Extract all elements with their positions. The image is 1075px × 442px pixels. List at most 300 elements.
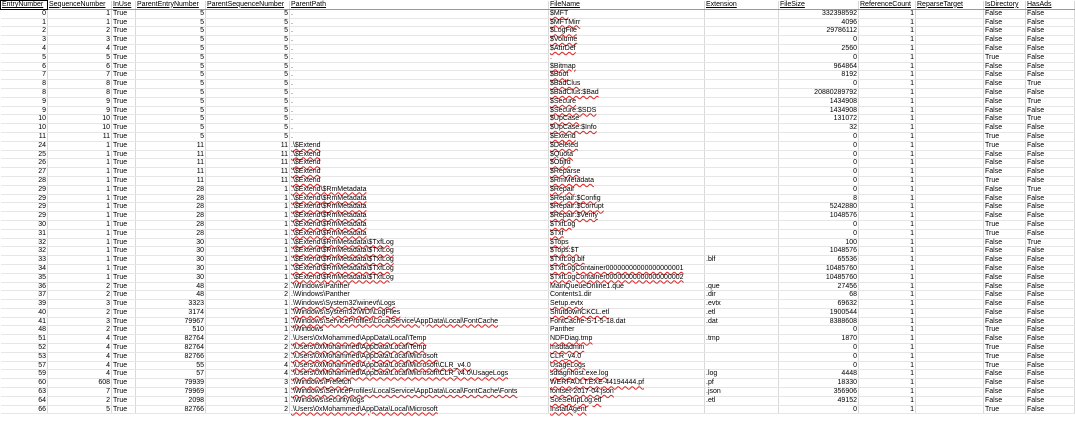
table-cell[interactable]: False <box>984 273 1026 282</box>
table-cell[interactable] <box>705 212 779 221</box>
table-cell[interactable]: 2 <box>48 27 112 36</box>
table-cell[interactable]: True <box>112 88 136 97</box>
table-cell[interactable] <box>916 388 984 397</box>
table-cell[interactable]: False <box>984 71 1026 80</box>
table-cell[interactable]: True <box>112 176 136 185</box>
table-cell[interactable]: .json <box>705 388 779 397</box>
table-cell[interactable]: 1 <box>48 229 112 238</box>
table-cell[interactable]: 0 <box>779 132 859 141</box>
table-cell[interactable] <box>916 27 984 36</box>
table-cell[interactable]: False <box>1026 317 1075 326</box>
table-cell[interactable]: .\Users\0xMohammed\AppData\Local\Microsoft\CLR_v4.0 <box>290 361 549 370</box>
table-cell[interactable]: $Repair <box>549 185 705 194</box>
table-cell[interactable]: $BadClus:$Bad <box>549 88 705 97</box>
table-cell[interactable]: 1 <box>206 317 290 326</box>
table-cell[interactable]: False <box>984 88 1026 97</box>
table-cell[interactable]: 1 <box>859 396 916 405</box>
table-cell[interactable]: .tmp <box>705 335 779 344</box>
table-cell[interactable]: CLR_v4.0 <box>549 352 705 361</box>
table-cell[interactable]: 1 <box>48 264 112 273</box>
table-cell[interactable]: 4 <box>48 44 112 53</box>
table-cell[interactable]: 7 <box>1 71 48 80</box>
table-cell[interactable]: .\$Extend <box>290 159 549 168</box>
table-cell[interactable]: 100 <box>779 238 859 247</box>
table-cell[interactable]: 1 <box>48 9 112 18</box>
table-cell[interactable]: .\Windows\ServiceProfiles\LocalService\AppData\Local\FontCache <box>290 317 549 326</box>
table-cell[interactable]: 1 <box>859 282 916 291</box>
table-cell[interactable] <box>916 168 984 177</box>
table-cell[interactable]: 1048576 <box>779 247 859 256</box>
table-cell[interactable]: .etl <box>705 308 779 317</box>
table-cell[interactable]: False <box>984 203 1026 212</box>
table-cell[interactable]: 5 <box>206 80 290 89</box>
table-cell[interactable]: 57 <box>136 370 206 379</box>
table-cell[interactable]: .que <box>705 282 779 291</box>
table-cell[interactable]: 6 <box>1 62 48 71</box>
table-cell[interactable]: 1 <box>859 335 916 344</box>
table-cell[interactable]: 2 <box>48 282 112 291</box>
table-cell[interactable]: True <box>984 326 1026 335</box>
table-cell[interactable]: 2560 <box>779 44 859 53</box>
table-cell[interactable]: 1048576 <box>779 212 859 221</box>
table-cell[interactable]: $TxfLog <box>549 220 705 229</box>
table-cell[interactable]: False <box>984 18 1026 27</box>
table-cell[interactable]: True <box>112 212 136 221</box>
table-cell[interactable]: . <box>290 80 549 89</box>
table-cell[interactable]: True <box>112 71 136 80</box>
table-cell[interactable]: 66 <box>1 405 48 414</box>
table-cell[interactable] <box>916 88 984 97</box>
table-cell[interactable] <box>705 80 779 89</box>
table-cell[interactable]: 28 <box>136 229 206 238</box>
table-cell[interactable]: 5 <box>206 97 290 106</box>
table-cell[interactable]: True <box>112 18 136 27</box>
table-cell[interactable] <box>705 352 779 361</box>
table-cell[interactable]: . <box>290 62 549 71</box>
table-cell[interactable]: 9 <box>1 97 48 106</box>
table-cell[interactable]: 131072 <box>779 115 859 124</box>
table-cell[interactable]: True <box>112 194 136 203</box>
table-cell[interactable]: False <box>984 9 1026 18</box>
table-cell[interactable]: True <box>984 405 1026 414</box>
table-cell[interactable]: False <box>1026 273 1075 282</box>
table-cell[interactable]: .\$Extend\$RmMetadata\$TxfLog <box>290 247 549 256</box>
table-cell[interactable]: 2 <box>48 326 112 335</box>
table-cell[interactable]: $LogFile <box>549 27 705 36</box>
table-cell[interactable]: 59 <box>1 370 48 379</box>
table-cell[interactable] <box>916 9 984 18</box>
table-cell[interactable]: 0 <box>779 176 859 185</box>
table-cell[interactable]: 10485760 <box>779 273 859 282</box>
table-cell[interactable]: 356906 <box>779 388 859 397</box>
table-cell[interactable]: 1 <box>206 212 290 221</box>
table-cell[interactable]: 1 <box>859 115 916 124</box>
table-cell[interactable]: 1 <box>859 150 916 159</box>
column-header[interactable]: EntryNumber <box>1 1 48 10</box>
table-cell[interactable]: 29786112 <box>779 27 859 36</box>
table-cell[interactable]: True <box>1026 97 1075 106</box>
table-cell[interactable] <box>916 326 984 335</box>
table-cell[interactable]: 1 <box>206 203 290 212</box>
table-cell[interactable] <box>916 352 984 361</box>
table-cell[interactable]: 8388608 <box>779 317 859 326</box>
table-cell[interactable]: False <box>984 388 1026 397</box>
table-cell[interactable]: 0 <box>779 53 859 62</box>
table-cell[interactable]: True <box>1026 80 1075 89</box>
table-cell[interactable] <box>705 115 779 124</box>
table-cell[interactable]: 30 <box>1 220 48 229</box>
table-cell[interactable] <box>916 132 984 141</box>
table-cell[interactable]: 9 <box>1 106 48 115</box>
table-cell[interactable]: True <box>112 396 136 405</box>
table-cell[interactable]: 1 <box>206 247 290 256</box>
table-cell[interactable]: 11 <box>48 132 112 141</box>
table-cell[interactable]: 1 <box>859 379 916 388</box>
table-cell[interactable] <box>705 273 779 282</box>
table-cell[interactable]: 28 <box>136 194 206 203</box>
table-cell[interactable]: 41 <box>1 317 48 326</box>
table-cell[interactable]: 10 <box>48 124 112 133</box>
table-cell[interactable]: $Extend <box>549 132 705 141</box>
table-cell[interactable] <box>916 308 984 317</box>
table-cell[interactable] <box>705 238 779 247</box>
table-cell[interactable] <box>916 36 984 45</box>
table-cell[interactable]: . <box>290 115 549 124</box>
table-cell[interactable]: False <box>984 106 1026 115</box>
table-cell[interactable]: .\$Extend\$RmMetadata <box>290 212 549 221</box>
table-cell[interactable]: 29 <box>1 203 48 212</box>
table-cell[interactable]: 5 <box>136 80 206 89</box>
table-cell[interactable]: . <box>290 44 549 53</box>
table-cell[interactable] <box>705 36 779 45</box>
table-cell[interactable]: .\Windows\Panther <box>290 282 549 291</box>
table-cell[interactable]: $MFT <box>549 9 705 18</box>
table-cell[interactable]: 2 <box>1 27 48 36</box>
table-cell[interactable]: 28 <box>136 212 206 221</box>
table-cell[interactable]: .\Users\0xMohammed\AppData\Local\Microsoft\CLR_v4.0\UsageLogs <box>290 370 549 379</box>
table-cell[interactable]: 5 <box>136 9 206 18</box>
table-cell[interactable]: False <box>1026 388 1075 397</box>
table-cell[interactable]: 1 <box>206 256 290 265</box>
table-cell[interactable]: .\$Extend <box>290 150 549 159</box>
table-cell[interactable]: True <box>112 238 136 247</box>
table-cell[interactable]: $TxfLogContainer00000000000000000001 <box>549 264 705 273</box>
table-cell[interactable]: True <box>112 53 136 62</box>
table-cell[interactable]: True <box>1026 185 1075 194</box>
table-cell[interactable]: $AttrDef <box>549 44 705 53</box>
table-cell[interactable]: 1 <box>206 229 290 238</box>
table-cell[interactable]: True <box>984 132 1026 141</box>
table-cell[interactable]: False <box>984 36 1026 45</box>
table-cell[interactable]: False <box>1026 176 1075 185</box>
table-cell[interactable]: 1 <box>859 273 916 282</box>
table-cell[interactable] <box>916 370 984 379</box>
table-cell[interactable]: .\Users\0xMohammed\AppData\Local\Microsoft <box>290 352 549 361</box>
table-cell[interactable]: 2 <box>206 335 290 344</box>
table-cell[interactable] <box>705 44 779 53</box>
table-cell[interactable]: .\$Extend\$RmMetadata\$TxfLog <box>290 264 549 273</box>
table-cell[interactable]: 3 <box>48 317 112 326</box>
table-cell[interactable]: False <box>984 335 1026 344</box>
table-cell[interactable]: False <box>1026 212 1075 221</box>
table-cell[interactable]: 1 <box>859 141 916 150</box>
table-cell[interactable] <box>705 361 779 370</box>
table-cell[interactable]: 1 <box>859 176 916 185</box>
table-cell[interactable]: 1 <box>859 71 916 80</box>
table-cell[interactable]: 18330 <box>779 379 859 388</box>
table-cell[interactable] <box>916 62 984 71</box>
table-cell[interactable] <box>705 185 779 194</box>
table-cell[interactable]: False <box>984 168 1026 177</box>
table-cell[interactable]: False <box>1026 361 1075 370</box>
table-cell[interactable] <box>705 229 779 238</box>
table-cell[interactable]: 52 <box>1 344 48 353</box>
table-cell[interactable]: . <box>290 9 549 18</box>
table-cell[interactable] <box>916 273 984 282</box>
table-cell[interactable]: True <box>112 159 136 168</box>
table-cell[interactable] <box>705 159 779 168</box>
table-cell[interactable]: .blf <box>705 256 779 265</box>
table-cell[interactable] <box>705 132 779 141</box>
table-cell[interactable]: 8 <box>48 88 112 97</box>
table-cell[interactable]: 10 <box>1 124 48 133</box>
table-cell[interactable]: 5 <box>136 71 206 80</box>
table-cell[interactable]: 1 <box>859 229 916 238</box>
table-cell[interactable]: . <box>290 88 549 97</box>
table-cell[interactable]: 1 <box>859 124 916 133</box>
table-cell[interactable]: 0 <box>779 361 859 370</box>
table-cell[interactable]: False <box>1026 229 1075 238</box>
table-cell[interactable] <box>705 18 779 27</box>
table-cell[interactable]: 7 <box>48 71 112 80</box>
table-cell[interactable]: False <box>1026 370 1075 379</box>
table-cell[interactable]: .dir <box>705 291 779 300</box>
table-cell[interactable]: 2 <box>206 282 290 291</box>
table-cell[interactable]: 1 <box>48 168 112 177</box>
table-cell[interactable]: 1 <box>859 388 916 397</box>
table-cell[interactable]: False <box>1026 396 1075 405</box>
table-cell[interactable]: 63 <box>1 388 48 397</box>
table-cell[interactable]: 10 <box>1 115 48 124</box>
table-cell[interactable]: 8192 <box>779 71 859 80</box>
table-cell[interactable]: $Repair:$Config <box>549 194 705 203</box>
table-cell[interactable]: .\Windows\ServiceProfiles\LocalService\AppData\Local\FontCache\Fonts <box>290 388 549 397</box>
table-cell[interactable]: Panther <box>549 326 705 335</box>
table-cell[interactable]: 1 <box>206 220 290 229</box>
table-cell[interactable]: 60 <box>1 379 48 388</box>
table-cell[interactable]: 4 <box>206 361 290 370</box>
table-cell[interactable]: .etl <box>705 396 779 405</box>
table-cell[interactable]: .\$Extend\$RmMetadata <box>290 203 549 212</box>
table-cell[interactable] <box>916 194 984 203</box>
table-cell[interactable]: 1 <box>48 238 112 247</box>
table-cell[interactable]: True <box>112 115 136 124</box>
table-cell[interactable]: 7 <box>48 388 112 397</box>
table-cell[interactable]: 1 <box>859 62 916 71</box>
table-cell[interactable] <box>705 88 779 97</box>
table-cell[interactable]: 69632 <box>779 300 859 309</box>
table-cell[interactable]: 11 <box>136 176 206 185</box>
table-cell[interactable]: 608 <box>48 379 112 388</box>
column-header[interactable]: HasAds <box>1026 1 1075 10</box>
table-cell[interactable]: False <box>1026 291 1075 300</box>
table-cell[interactable]: 11 <box>206 150 290 159</box>
table-cell[interactable]: .\Users\0xMohammed\AppData\Local\Temp <box>290 344 549 353</box>
table-cell[interactable]: 1 <box>859 317 916 326</box>
table-cell[interactable]: True <box>112 291 136 300</box>
table-cell[interactable]: False <box>984 238 1026 247</box>
table-cell[interactable]: 2 <box>48 396 112 405</box>
table-cell[interactable] <box>705 106 779 115</box>
table-cell[interactable]: 1 <box>48 150 112 159</box>
table-cell[interactable]: 4 <box>48 352 112 361</box>
table-cell[interactable]: 40 <box>1 308 48 317</box>
table-cell[interactable]: False <box>984 194 1026 203</box>
table-cell[interactable]: False <box>1026 18 1075 27</box>
table-cell[interactable]: False <box>984 379 1026 388</box>
table-cell[interactable]: 0 <box>779 159 859 168</box>
table-cell[interactable]: 24 <box>1 141 48 150</box>
table-cell[interactable]: 0 <box>779 185 859 194</box>
table-cell[interactable]: 1 <box>859 97 916 106</box>
table-cell[interactable]: False <box>1026 308 1075 317</box>
table-cell[interactable]: 35 <box>1 273 48 282</box>
table-cell[interactable]: . <box>290 36 549 45</box>
table-cell[interactable]: $RmMetadata <box>549 176 705 185</box>
table-cell[interactable]: 10485760 <box>779 264 859 273</box>
table-cell[interactable]: 30 <box>136 256 206 265</box>
table-cell[interactable]: 1 <box>859 326 916 335</box>
table-cell[interactable]: 0 <box>779 405 859 414</box>
table-cell[interactable] <box>705 71 779 80</box>
table-cell[interactable]: 0 <box>779 141 859 150</box>
table-cell[interactable]: 31 <box>1 229 48 238</box>
table-cell[interactable]: .\$Extend <box>290 168 549 177</box>
table-cell[interactable]: False <box>1026 62 1075 71</box>
table-cell[interactable]: True <box>112 379 136 388</box>
table-cell[interactable]: 2 <box>206 344 290 353</box>
table-cell[interactable]: .\$Extend\$RmMetadata\$TxfLog <box>290 273 549 282</box>
table-cell[interactable] <box>916 106 984 115</box>
table-cell[interactable]: False <box>1026 168 1075 177</box>
table-cell[interactable]: False <box>984 396 1026 405</box>
table-cell[interactable]: WERFAULT.EXE-44194444.pf <box>549 379 705 388</box>
table-cell[interactable]: $TxfLog.blf <box>549 256 705 265</box>
table-cell[interactable]: 5 <box>206 71 290 80</box>
table-cell[interactable]: 4096 <box>779 18 859 27</box>
table-cell[interactable]: True <box>112 150 136 159</box>
table-cell[interactable]: 28 <box>136 185 206 194</box>
table-cell[interactable] <box>916 176 984 185</box>
table-cell[interactable]: False <box>1026 27 1075 36</box>
table-cell[interactable]: 5 <box>136 62 206 71</box>
table-cell[interactable]: True <box>984 352 1026 361</box>
column-header[interactable]: ReferenceCount <box>859 1 916 10</box>
table-cell[interactable] <box>705 53 779 62</box>
table-cell[interactable]: False <box>1026 150 1075 159</box>
column-header[interactable]: IsDirectory <box>984 1 1026 10</box>
table-cell[interactable]: 5 <box>206 27 290 36</box>
table-cell[interactable] <box>705 27 779 36</box>
table-cell[interactable]: 1 <box>206 194 290 203</box>
table-cell[interactable]: True <box>112 317 136 326</box>
table-cell[interactable] <box>916 124 984 133</box>
table-cell[interactable]: 1 <box>206 326 290 335</box>
table-cell[interactable]: .\Windows\System32\winevt\Logs <box>290 300 549 309</box>
table-cell[interactable]: False <box>984 44 1026 53</box>
table-cell[interactable]: fontset-2017-04.json <box>549 388 705 397</box>
table-cell[interactable]: $Deleted <box>549 141 705 150</box>
table-cell[interactable]: 1 <box>48 212 112 221</box>
table-cell[interactable]: True <box>112 361 136 370</box>
table-cell[interactable]: 5 <box>136 36 206 45</box>
table-cell[interactable] <box>916 335 984 344</box>
table-cell[interactable]: False <box>984 80 1026 89</box>
table-cell[interactable]: 1 <box>859 264 916 273</box>
table-cell[interactable]: 82766 <box>136 352 206 361</box>
table-cell[interactable]: 1900544 <box>779 308 859 317</box>
table-cell[interactable]: 5 <box>136 115 206 124</box>
table-cell[interactable]: False <box>1026 106 1075 115</box>
table-cell[interactable]: False <box>1026 326 1075 335</box>
table-cell[interactable]: 5 <box>136 27 206 36</box>
table-cell[interactable]: 8 <box>1 80 48 89</box>
table-cell[interactable] <box>916 97 984 106</box>
table-cell[interactable]: 1 <box>859 361 916 370</box>
table-cell[interactable]: True <box>1026 115 1075 124</box>
table-cell[interactable]: 29 <box>1 212 48 221</box>
table-cell[interactable]: 48 <box>136 282 206 291</box>
table-cell[interactable]: 26 <box>1 159 48 168</box>
table-cell[interactable]: 6 <box>48 62 112 71</box>
table-cell[interactable] <box>705 9 779 18</box>
table-cell[interactable]: False <box>984 27 1026 36</box>
table-cell[interactable]: 3 <box>48 300 112 309</box>
table-cell[interactable] <box>916 282 984 291</box>
column-header[interactable]: SequenceNumber <box>48 1 112 10</box>
table-cell[interactable]: 5 <box>136 124 206 133</box>
table-cell[interactable]: MainQueueOnline1.que <box>549 282 705 291</box>
table-cell[interactable] <box>916 53 984 62</box>
table-cell[interactable] <box>705 194 779 203</box>
table-cell[interactable]: True <box>112 185 136 194</box>
table-cell[interactable]: 48 <box>136 291 206 300</box>
table-cell[interactable]: False <box>984 212 1026 221</box>
table-cell[interactable]: $Txf <box>549 229 705 238</box>
table-cell[interactable]: 1 <box>48 159 112 168</box>
table-cell[interactable]: 5 <box>48 53 112 62</box>
table-cell[interactable]: 1 <box>859 238 916 247</box>
table-cell[interactable]: SceSetupLog.etl <box>549 396 705 405</box>
table-cell[interactable]: 4 <box>48 361 112 370</box>
table-cell[interactable]: 1 <box>859 168 916 177</box>
table-cell[interactable] <box>916 317 984 326</box>
table-cell[interactable]: False <box>1026 256 1075 265</box>
table-cell[interactable]: False <box>1026 9 1075 18</box>
table-cell[interactable]: 4 <box>48 370 112 379</box>
column-header[interactable]: FileSize <box>779 1 859 10</box>
table-cell[interactable] <box>916 141 984 150</box>
table-cell[interactable]: 0 <box>779 168 859 177</box>
table-cell[interactable] <box>705 326 779 335</box>
table-cell[interactable]: 0 <box>779 344 859 353</box>
table-cell[interactable]: True <box>112 370 136 379</box>
table-cell[interactable]: True <box>112 335 136 344</box>
table-cell[interactable]: 1 <box>206 273 290 282</box>
table-cell[interactable]: True <box>984 361 1026 370</box>
table-cell[interactable]: 1 <box>48 18 112 27</box>
table-cell[interactable]: 39 <box>1 300 48 309</box>
